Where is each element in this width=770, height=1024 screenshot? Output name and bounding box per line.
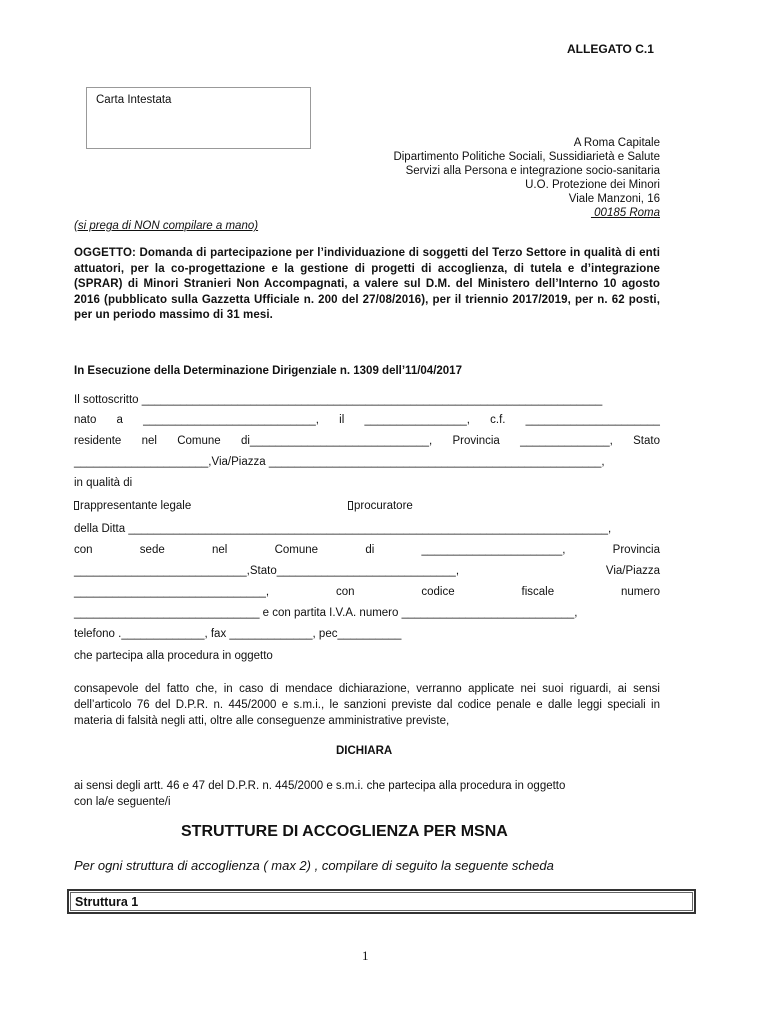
birthplace-field[interactable]: ___________________________, (143, 414, 319, 426)
nel-label: nel (141, 435, 157, 447)
via-piazza-field[interactable]: ______________________________, (74, 586, 270, 598)
fiscale-label: fiscale (521, 586, 555, 598)
recipient-line: 00185 Roma (590, 207, 660, 219)
no-handwriting-note: (si prega di NON compilare a mano) (74, 220, 259, 232)
con-label: con (74, 544, 93, 556)
provincia-label: Provincia (452, 435, 500, 447)
nato-row (74, 414, 660, 426)
comune-label: Comune (274, 544, 319, 556)
partecipa-line: che partecipa alla procedura in oggetto (74, 650, 273, 662)
di-label: di (365, 544, 375, 556)
provincia-field[interactable]: ______________, (520, 435, 613, 447)
cf-label: c.f. (490, 414, 506, 426)
via-line[interactable]: _____________________,Via/Piazza ____________________________________________________, (74, 456, 605, 468)
residente-label: residente (74, 435, 122, 447)
stato-row (74, 565, 660, 577)
recipient-line: Servizi alla Persona e integrazione socio-sanitaria (405, 165, 660, 177)
struttura-label: Struttura 1 (75, 895, 139, 909)
option-legale[interactable] (74, 500, 191, 512)
recipient-block (393, 136, 660, 220)
provincia-label: Provincia (612, 544, 660, 556)
birthdate-field[interactable]: ________________, (364, 414, 470, 426)
recipient-line: U.O. Protezione dei Minori (525, 179, 660, 191)
codice-row (74, 586, 660, 598)
recipient-line: Dipartimento Politiche Sociali, Sussidiarietà e Salute (393, 151, 660, 163)
checkbox-icon[interactable] (348, 501, 353, 510)
comune-label: Comune (177, 435, 221, 447)
comune-field[interactable]: di____________________________, (240, 435, 433, 447)
ai-sensi-line: ai sensi degli artt. 46 e 47 del D.P.R. n. 445/2000 e s.m.i. che partecipa alla procedura in oggetto (74, 780, 566, 792)
strutture-title: STRUTTURE DI ACCOGLIENZA PER MSNA (181, 823, 508, 840)
ai-sensi-block (74, 778, 565, 810)
letterhead-box (86, 87, 311, 149)
strutture-subtitle: Per ogni struttura di accoglienza ( max 2) , compilare di seguito la seguente scheda (74, 858, 554, 873)
struttura-box (67, 889, 696, 914)
dichiara-heading: DICHIARA (336, 745, 393, 757)
numero-label: numero (620, 586, 660, 598)
recipient-line: Viale Manzoni, 16 (568, 193, 660, 205)
sede-row (74, 544, 660, 556)
con-label: con (335, 586, 355, 598)
sede-label: sede (139, 544, 165, 556)
telefono-line[interactable]: telefono ._____________, fax _____________, pec__________ (74, 628, 402, 640)
cf-field[interactable]: _____________________ (525, 414, 660, 426)
sede-stato-field[interactable]: ___________________________,Stato____________________________, (74, 565, 460, 577)
via-piazza-label: Via/Piazza (605, 565, 660, 577)
letterhead-placeholder: Carta Intestata (96, 94, 172, 106)
option-procuratore[interactable] (348, 500, 413, 512)
oggetto-paragraph: OGGETTO: Domanda di partecipazione per l’individuazione di soggetti del Terzo Settore in qualità di enti attuatori, per la co-progettazione e la gestione di progetti di accoglienza, di tutela e d’integrazione (SPRAR) di Minori Stranieri Non Accompagnati, a valere sul D.M. del Ministero dell’Interno 10 agosto 2016 (pubblicato sulla Gazzetta Ufficiale n. 200 del 27/08/2016), per il triennio 2017/2019, per n. 62 posti, per un periodo massimo di 31 mesi. (74, 247, 660, 321)
option-legale-label: rappresentante legale (80, 500, 192, 512)
page-number: 1 (362, 948, 369, 963)
ai-sensi-line: con la/e seguente/i (74, 796, 171, 808)
iva-line[interactable]: _____________________________ e con partita I.V.A. numero ___________________________, (74, 607, 578, 619)
consapevole-paragraph: consapevole del fatto che, in caso di mendace dichiarazione, verranno applicate nei suoi riguardi, ai sensi dell’articolo 76 del D.P.R. n. 445/2000 e s.m.i., le sanzioni previste dal codice penale e dalle leggi speciali in materia di falsità negli atti, oltre alle conseguenze amministrative previste, (74, 683, 660, 727)
recipient-line: A Roma Capitale (573, 137, 660, 149)
codice-label: codice (421, 586, 455, 598)
il-label: il (339, 414, 345, 426)
esecuzione-line: In Esecuzione della Determinazione Dirigenziale n. 1309 dell’11/04/2017 (74, 365, 462, 377)
ditta-line[interactable]: della Ditta ___________________________________________________________________________, (74, 523, 612, 535)
stato-label: Stato (633, 435, 660, 447)
option-procuratore-label: procuratore (354, 500, 413, 512)
sottoscritto-line: Il sottoscritto ________________________________________________________________________ (74, 394, 603, 406)
nato-label: nato (74, 414, 97, 426)
residente-row (74, 435, 660, 447)
nel-label: nel (211, 544, 228, 556)
checkbox-icon[interactable] (74, 501, 79, 510)
nato-a: a (116, 414, 123, 426)
qualita-label: in qualità di (74, 477, 133, 489)
sede-comune-field[interactable]: ______________________, (421, 544, 566, 556)
allegato-label: ALLEGATO C.1 (567, 42, 654, 56)
